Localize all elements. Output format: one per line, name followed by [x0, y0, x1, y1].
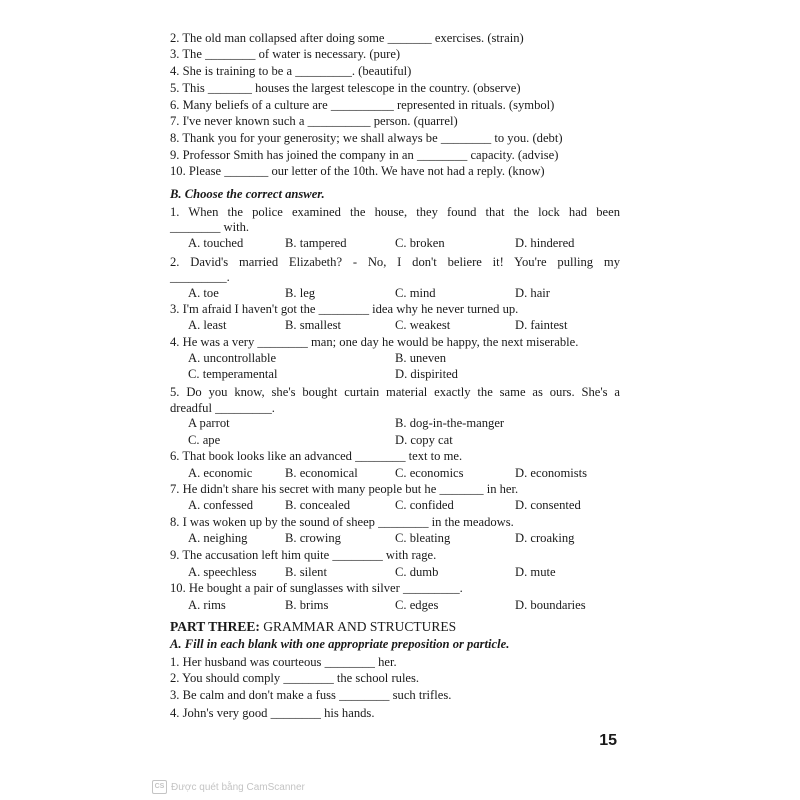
question-5-option-b: B. dog-in-the-manger [395, 416, 505, 430]
question-6-option-b: B. economical [285, 466, 358, 480]
question-6-option-c: C. economics [395, 466, 464, 480]
question-7-option-d: D. consented [515, 498, 581, 512]
part-three-title [170, 619, 620, 635]
question-10-option-b: B. brims [285, 598, 329, 612]
question-1-option-a: A. touched [188, 236, 244, 250]
exercise-a-item-6: 6. Many beliefs of a culture are __________ represented in rituals. (symbol) [170, 98, 555, 112]
page-number: 15 [599, 732, 617, 749]
question-3-option-c: C. weakest [395, 318, 451, 332]
question-8-option-a: A. neighing [188, 531, 248, 545]
question-7-option-c: C. confided [395, 498, 454, 512]
question-2-option-c: C. mind [395, 286, 436, 300]
question-1-text: 1. When the police examined the house, they found that the lock had been [170, 205, 620, 219]
part-three-item-4: 4. John's very good ________ his hands. [170, 706, 375, 720]
question-8-option-c: C. bleating [395, 531, 451, 545]
exercise-a-item-4: 4. She is training to be a _________. (beautiful) [170, 64, 412, 78]
question-10-option-c: C. edges [395, 598, 439, 612]
exercise-a-item-5: 5. This _______ houses the largest telescope in the country. (observe) [170, 81, 521, 95]
question-7-option-b: B. concealed [285, 498, 351, 512]
question-5-text: 5. Do you know, she's bought curtain material exactly the same as ours. She's a [170, 385, 620, 399]
question-5-option-d: D. copy cat [395, 433, 453, 447]
question-3-text: 3. I'm afraid I haven't got the ________ idea why he never turned up. [170, 302, 519, 316]
exercise-a-item-8: 8. Thank you for your generosity; we shall always be ________ to you. (debt) [170, 131, 563, 145]
question-3-option-b: B. smallest [285, 318, 341, 332]
question-4-option-b: B. uneven [395, 351, 447, 365]
question-2-option-a: A. toe [188, 286, 219, 300]
question-2-text: 2. David's married Elizabeth? - No, I don't beliere it! You're pulling my [170, 255, 620, 269]
question-6-option-a: A. economic [188, 466, 253, 480]
question-3-option-a: A. least [188, 318, 227, 332]
question-4-text: 4. He was a very ________ man; one day he would be happy, the next miserable. [170, 335, 579, 349]
question-8-option-d: D. croaking [515, 531, 575, 545]
question-4-option-a: A. uncontrollable [188, 351, 277, 365]
question-9-option-a: A. speechless [188, 565, 257, 579]
part-three-item-2: 2. You should comply ________ the school rules. [170, 671, 420, 685]
question-7-option-a: A. confessed [188, 498, 254, 512]
question-9-option-c: C. dumb [395, 565, 439, 579]
exercise-a-item-7: 7. I've never known such a __________ person. (quarrel) [170, 114, 458, 128]
part-three-title-text: GRAMMAR AND STRUCTURES [259, 619, 457, 634]
part-three-subheading: A. Fill in each blank with one appropriate preposition or particle. [170, 637, 510, 651]
question-9-option-b: B. silent [285, 565, 327, 579]
question-9-option-d: D. mute [515, 565, 556, 579]
question-2-text-cont: _________. [170, 270, 230, 284]
question-2-option-d: D. hair [515, 286, 550, 300]
question-10-text: 10. He bought a pair of sunglasses with silver _________. [170, 581, 463, 595]
question-5-text-cont: dreadful _________. [170, 401, 275, 415]
question-7-text: 7. He didn't share his secret with many people but he _______ in her. [170, 482, 519, 496]
question-6-option-d: D. economists [515, 466, 588, 480]
question-5-option-c: C. ape [188, 433, 221, 447]
exercise-a-item-2: 2. The old man collapsed after doing some _______ exercises. (strain) [170, 31, 524, 45]
camscanner-logo-icon: CS [152, 780, 167, 794]
question-10-option-d: D. boundaries [515, 598, 586, 612]
part-three-item-3: 3. Be calm and don't make a fuss ________ such trifles. [170, 688, 452, 702]
question-4-option-c: C. temperamental [188, 367, 278, 381]
scanner-watermark-text: Được quét bằng CamScanner [171, 781, 305, 793]
question-1-option-b: B. tampered [285, 236, 347, 250]
scanner-watermark [152, 780, 305, 794]
exercise-a-item-3: 3. The ________ of water is necessary. (pure) [170, 47, 401, 61]
exercise-a-item-9: 9. Professor Smith has joined the company in an ________ capacity. (advise) [170, 148, 559, 162]
question-5-option-a: A parrot [188, 416, 230, 430]
section-b-heading: B. Choose the correct answer. [170, 187, 325, 201]
question-1-text-cont: ________ with. [170, 220, 250, 234]
question-1-option-d: D. hindered [515, 236, 575, 250]
question-9-text: 9. The accusation left him quite ________ with rage. [170, 548, 437, 562]
part-three-item-1: 1. Her husband was courteous ________ her. [170, 655, 397, 669]
part-three-label: PART THREE: [170, 619, 260, 634]
question-3-option-d: D. faintest [515, 318, 568, 332]
question-6-text: 6. That book looks like an advanced ________ text to me. [170, 449, 463, 463]
question-4-option-d: D. dispirited [395, 367, 458, 381]
exercise-a-item-10: 10. Please _______ our letter of the 10th. We have not had a reply. (know) [170, 164, 545, 178]
question-10-option-a: A. rims [188, 598, 226, 612]
question-1-option-c: C. broken [395, 236, 445, 250]
question-8-option-b: B. crowing [285, 531, 341, 545]
question-2-option-b: B. leg [285, 286, 316, 300]
question-8-text: 8. I was woken up by the sound of sheep ________ in the meadows. [170, 515, 514, 529]
